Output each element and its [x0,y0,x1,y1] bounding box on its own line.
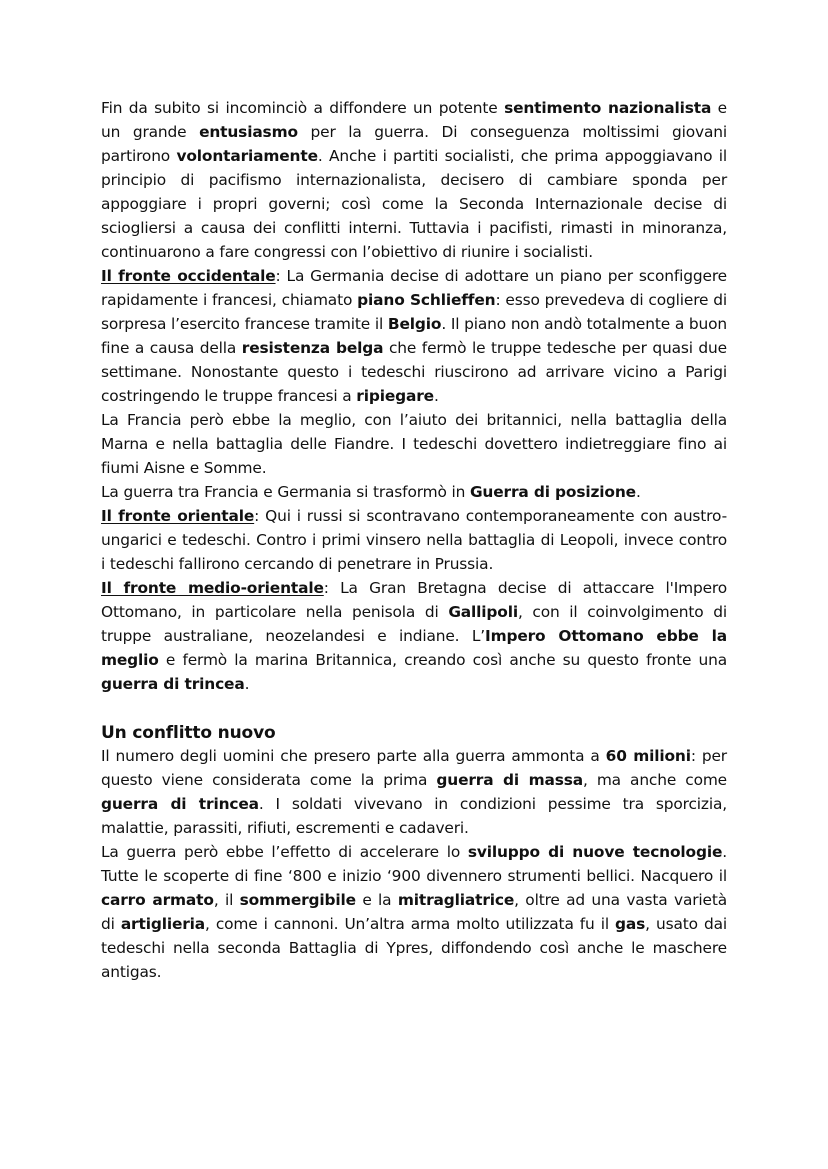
keyword: gas [615,915,646,933]
keyword: Belgio [387,315,442,333]
keyword: ripiegare [356,387,434,405]
keyword: guerra di trincea [101,675,245,693]
keyword: 60 milioni [605,747,691,765]
section-label-middle-eastern-front: Il fronte medio-orientale [101,579,324,597]
paragraph-marne: La Francia però ebbe la meglio, con l’aiuto dei britannici, nella battaglia della Marna e nella battaglia delle Fiandre. I tedeschi dovettero indietreggiare fino ai fiumi Aisne e Somme. [101,411,727,477]
keyword: guerra di massa [436,771,583,789]
paragraph-eastern-front: Il fronte orientale: Qui i russi si scontravano contemporaneamente con austro-ungarici e tedeschi. Contro i primi vinsero nella battaglia di Leopoli, invece contro i tedeschi fallirono cercando di penetrare in Prussia. [101,507,727,573]
keyword: carro armato [101,891,214,909]
keyword: guerra di trincea [101,795,259,813]
section-label-western-front: Il fronte occidentale [101,267,276,285]
document-body [101,96,727,984]
section-label-eastern-front: Il fronte orientale [101,507,255,525]
keyword: piano Schlieffen [357,291,496,309]
keyword: artiglieria [120,915,206,933]
keyword: Guerra di posizione [469,483,636,501]
keyword: resistenza belga [241,339,384,357]
keyword: sentimento nazionalista [504,99,712,117]
section-heading: Un conflitto nuovo [101,723,276,743]
paragraph-mass-war: Il numero degli uomini che presero parte alla guerra ammonta a 60 milioni: per questo viene considerata come la prima guerra di massa, ma anche come guerra di trincea. I soldati vivevano in condizioni pessime tra sporcizia, malattie, parassiti, rifiuti, escrementi e cadaveri. [101,747,727,837]
keyword: Gallipoli [448,603,518,621]
paragraph-nationalism: Fin da subito si incominciò a diffondere un potente sentimento nazionalista e un grande entusiasmo per la guerra. Di conseguenza moltissimi giovani partirono volontariamente. Anche i partiti socialisti, che prima appoggiavano il principio di pacifismo internazionalista, decisero di cambiare sponda per appoggiare i propri governi; così come la Seconda Internazionale decise di sciogliersi a causa dei conflitti interni. Tuttavia i pacifisti, rimasti in minoranza, continuarono a fare congressi con l’obiettivo di riunire i socialisti. [101,99,727,261]
keyword: volontariamente [176,147,318,165]
keyword: sommergibile [239,891,356,909]
keyword: sviluppo di nuove tecnologie [467,843,723,861]
paragraph-western-front: Il fronte occidentale: La Germania decise di adottare un piano per sconfiggere rapidamente i francesi, chiamato piano Schlieffen: esso prevedeva di cogliere di sorpresa l’esercito francese tramite il Belgio. Il piano non andò totalmente a buon fine a causa della resistenza belga che fermò le truppe tedesche per quasi due settimane. Nonostante questo i tedeschi riuscirono ad arrivare vicino a Parigi costringendo le truppe francesi a ripiegare. [101,267,728,405]
paragraph-new-technologies: La guerra però ebbe l’effetto di accelerare lo sviluppo di nuove tecnologie. Tutte le scoperte di fine ‘800 e inizio ‘900 divennero strumenti bellici. Nacquero il carro armato, il sommergibile e la mitragliatrice, oltre ad una vasta varietà di artiglieria, come i cannoni. Un’altra arma molto utilizzata fu il gas, usato dai tedeschi nella seconda Battaglia di Ypres, diffondendo così anche le maschere antigas. [101,843,728,981]
keyword: entusiasmo [199,123,298,141]
paragraph-middle-eastern-front: Il fronte medio-orientale: La Gran Bretagna decise di attaccare l'Impero Ottomano, in particolare nella penisola di Gallipoli, con il coinvolgimento di truppe australiane, neozelandesi e indiane. L’Impero Ottomano ebbe la meglio e fermò la marina Britannica, creando così anche su questo fronte una guerra di trincea. [101,579,728,693]
paragraph-position-war: La guerra tra Francia e Germania si trasformò in Guerra di posizione. [101,483,641,501]
keyword: mitragliatrice [397,891,515,909]
keyword: Impero Ottomano ebbe la meglio [101,627,727,669]
